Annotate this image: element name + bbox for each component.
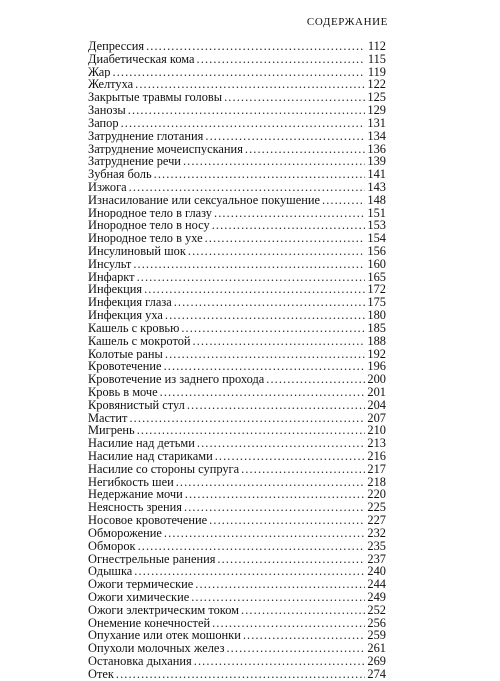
toc-entry-title: Неясность зрения — [88, 501, 182, 515]
toc-entry-page-number: 153 — [367, 219, 386, 233]
toc-entry-page-number: 172 — [367, 283, 386, 297]
toc-entry-title: Отек — [88, 667, 114, 681]
toc-entry-title: Инсулиновый шок — [88, 245, 186, 258]
toc-entry-page-number: 200 — [367, 373, 386, 386]
toc-entry — [88, 283, 386, 296]
toc-entry — [88, 207, 386, 220]
toc-dot-leader — [164, 360, 365, 373]
toc-entry-page-number: 261 — [367, 642, 386, 655]
toc-entry-page-number: 188 — [367, 334, 386, 348]
toc-entry-page-number: 256 — [367, 616, 386, 630]
toc-entry — [88, 143, 386, 156]
toc-dot-leader — [135, 78, 365, 91]
toc-entry — [88, 655, 386, 668]
toc-entry — [88, 245, 386, 258]
toc-dot-leader — [121, 117, 365, 130]
toc-dot-leader — [215, 450, 365, 463]
toc-entry-title: Насилие над детьми — [88, 437, 195, 450]
toc-entry-title: Диабетическая кома — [88, 52, 195, 66]
toc-entry-title: Инородное тело в носу — [88, 219, 210, 233]
toc-entry — [88, 463, 386, 476]
toc-dot-leader — [138, 540, 365, 553]
toc-entry — [88, 412, 386, 425]
toc-entry-page-number: 154 — [367, 232, 386, 245]
toc-entry-title: Инфекция уха — [88, 309, 163, 322]
toc-entry — [88, 194, 386, 207]
toc-dot-leader — [197, 53, 365, 66]
toc-entry-title: Носовое кровотечение — [88, 514, 208, 527]
toc-dot-leader — [144, 283, 365, 296]
toc-dot-leader — [160, 386, 365, 399]
toc-dot-leader — [134, 565, 365, 578]
toc-entry-page-number: 240 — [367, 565, 386, 579]
toc-entry-title: Онемение конечностей — [88, 616, 211, 630]
toc-entry — [88, 348, 386, 361]
toc-dot-leader — [212, 617, 365, 630]
toc-entry-page-number: 148 — [367, 193, 386, 207]
toc-entry — [88, 591, 386, 604]
toc-entry-page-number: 244 — [367, 578, 386, 591]
toc-entry — [88, 553, 386, 566]
toc-dot-leader — [245, 143, 365, 156]
toc-entry-page-number: 207 — [367, 411, 386, 425]
toc-entry-page-number: 160 — [367, 257, 386, 271]
toc-entry-page-number: 115 — [367, 52, 386, 66]
toc-entry-page-number: 218 — [367, 475, 386, 489]
toc-entry — [88, 617, 386, 630]
toc-entry-page-number: 217 — [367, 462, 386, 476]
toc-entry — [88, 424, 386, 437]
toc-dot-leader — [191, 591, 365, 604]
toc-entry-title: Кровь в моче — [88, 385, 158, 399]
toc-entry-page-number: 204 — [367, 398, 386, 412]
toc-entry-page-number: 220 — [367, 488, 386, 502]
toc-dot-leader — [164, 527, 365, 540]
toc-dot-leader — [194, 655, 365, 668]
toc-entry-title: Недержание мочи — [88, 488, 183, 502]
toc-entry-title: Депрессия — [88, 40, 145, 53]
toc-dot-leader — [165, 309, 365, 322]
toc-entry-title: Остановка дыхания — [88, 655, 192, 668]
toc-entry — [88, 271, 386, 284]
toc-entry — [88, 488, 386, 501]
toc-entry-title: Кровянистый стул — [88, 398, 185, 412]
toc-entry-page-number: 136 — [367, 142, 386, 156]
toc-entry — [88, 629, 386, 642]
toc-entry-page-number: 139 — [367, 155, 386, 169]
toc-entry-page-number: 131 — [367, 116, 386, 130]
toc-entry — [88, 578, 386, 591]
toc-dot-leader — [116, 668, 365, 681]
toc-dot-leader — [187, 399, 365, 412]
toc-entry-title: Мастит — [88, 411, 128, 425]
toc-entry-title: Обморожение — [88, 526, 162, 540]
toc-entry-title: Инсульт — [88, 257, 132, 271]
toc-entry-title: Запор — [88, 116, 119, 130]
toc-entry-page-number: 259 — [367, 629, 386, 643]
toc-entry — [88, 66, 386, 79]
toc-entry-title: Колотые раны — [88, 347, 163, 361]
toc-dot-leader — [195, 578, 365, 591]
toc-dot-leader — [241, 463, 365, 476]
toc-entry-title: Насилие со стороны супруга — [88, 462, 240, 476]
toc-dot-leader — [165, 348, 365, 361]
toc-entry-page-number: 180 — [367, 309, 386, 322]
toc-dot-leader — [185, 488, 365, 501]
toc-dot-leader — [181, 322, 365, 335]
toc-entry — [88, 450, 386, 463]
toc-entry-title: Ожоги электрическим током — [88, 603, 239, 617]
toc-entry-title: Ожоги химические — [88, 590, 190, 604]
toc-entry-page-number: 125 — [367, 91, 386, 105]
toc-entry — [88, 53, 386, 66]
toc-dot-leader — [209, 514, 365, 527]
toc-entry-page-number: 156 — [367, 245, 386, 258]
toc-entry — [88, 117, 386, 130]
toc-entry — [88, 130, 386, 143]
toc-entry-page-number: 112 — [367, 40, 386, 53]
toc-entry-page-number: 225 — [367, 501, 386, 515]
toc-entry-title: Затруднение мочеиспускания — [88, 142, 243, 156]
toc-entry — [88, 514, 386, 527]
toc-dot-leader — [205, 130, 365, 143]
toc-dot-leader — [174, 296, 365, 309]
toc-entry — [88, 322, 386, 335]
toc-entry-title: Ожоги термические — [88, 578, 194, 591]
toc-entry-title: Кашель с мокротой — [88, 334, 191, 348]
toc-dot-leader — [129, 412, 365, 425]
toc-entry-page-number: 216 — [367, 450, 386, 463]
toc-entry-title: Затруднение глотания — [88, 129, 204, 143]
toc-entry-title: Занозы — [88, 104, 126, 117]
toc-entry-title: Изнасилование или сексуальное покушение — [88, 193, 320, 207]
toc-dot-leader — [154, 168, 365, 181]
toc-dot-leader — [184, 501, 365, 514]
toc-dot-leader — [266, 373, 365, 386]
toc-entry-title: Инфекция глаза — [88, 296, 172, 310]
toc-entry-title: Опухоли молочных желез — [88, 642, 225, 655]
toc-entry — [88, 309, 386, 322]
toc-dot-leader — [146, 40, 365, 53]
toc-dot-leader — [241, 604, 365, 617]
toc-entry — [88, 168, 386, 181]
toc-entry-title: Желтуха — [88, 78, 134, 92]
toc-dot-leader — [224, 91, 365, 104]
toc-entry-page-number: 185 — [367, 321, 386, 335]
toc-entry — [88, 78, 386, 91]
toc-entry-page-number: 232 — [367, 526, 386, 540]
toc-entry-page-number: 237 — [367, 552, 386, 566]
toc-entry — [88, 437, 386, 450]
toc-entry — [88, 527, 386, 540]
toc-entry-title: Закрытые травмы головы — [88, 91, 223, 105]
toc-entry-title: Одышка — [88, 565, 133, 579]
toc-entry-page-number: 129 — [367, 104, 386, 117]
toc-dot-leader — [129, 181, 365, 194]
toc-entry-page-number: 122 — [367, 78, 386, 92]
toc-entry-page-number: 141 — [367, 168, 386, 181]
toc-entry — [88, 373, 386, 386]
toc-entry-title: Кровотечение из заднего прохода — [88, 373, 265, 386]
toc-entry-title: Кровотечение — [88, 360, 162, 374]
toc-entry — [88, 181, 386, 194]
toc-dot-leader — [205, 232, 365, 245]
toc-entry — [88, 501, 386, 514]
toc-entry — [88, 386, 386, 399]
toc-entry — [88, 668, 386, 681]
toc-entry-title: Инфекция — [88, 283, 143, 297]
toc-dot-leader — [322, 194, 365, 207]
toc-entry-page-number: 134 — [367, 129, 386, 143]
toc-entry-page-number: 165 — [367, 270, 386, 284]
toc-entry — [88, 40, 386, 53]
toc-dot-leader — [113, 66, 366, 79]
toc-entry-title: Огнестрельные ранения — [88, 552, 216, 566]
running-head: СОДЕРЖАНИЕ — [306, 16, 388, 28]
toc-dot-leader — [128, 104, 365, 117]
toc-dot-leader — [226, 642, 365, 655]
toc-entry-page-number: 252 — [367, 603, 386, 617]
toc-entry — [88, 476, 386, 489]
toc-entry — [88, 399, 386, 412]
toc-dot-leader — [217, 553, 365, 566]
toc-entry-page-number: 227 — [367, 514, 386, 527]
toc-dot-leader — [133, 258, 365, 271]
toc-entry-page-number: 175 — [367, 296, 386, 310]
toc-entry-title: Мигрень — [88, 424, 135, 438]
toc-entry-title: Изжога — [88, 180, 127, 194]
toc-entry — [88, 155, 386, 168]
toc-entry-page-number: 213 — [367, 437, 386, 450]
toc-entry-title: Затруднение речи — [88, 155, 181, 169]
toc-dot-leader — [243, 629, 365, 642]
toc-entry — [88, 335, 386, 348]
toc-entry-title: Негибкость шеи — [88, 475, 174, 489]
toc-entry-title: Инородное тело в глазу — [88, 206, 212, 220]
toc-entry-page-number: 210 — [367, 424, 386, 438]
toc-entry-page-number: 235 — [367, 539, 386, 553]
toc-entry — [88, 540, 386, 553]
toc-entry — [88, 91, 386, 104]
toc-entry-page-number: 274 — [367, 667, 386, 681]
toc-dot-leader — [137, 424, 365, 437]
toc-entry-title: Жар — [88, 65, 111, 79]
toc-entry — [88, 360, 386, 373]
toc-entry-page-number: 192 — [367, 347, 386, 361]
toc-dot-leader — [137, 271, 365, 284]
toc-entry — [88, 604, 386, 617]
toc-entry-title: Опухание или отек мошонки — [88, 629, 241, 643]
toc-entry-page-number: 249 — [367, 590, 386, 604]
toc-entry-title: Обморок — [88, 539, 136, 553]
toc-entry — [88, 642, 386, 655]
toc-dot-leader — [214, 207, 365, 220]
toc-entry — [88, 104, 386, 117]
toc-dot-leader — [212, 219, 365, 232]
toc-dot-leader — [197, 437, 365, 450]
toc-entry-title: Инородное тело в ухе — [88, 232, 203, 245]
toc-entry-page-number: 143 — [367, 180, 386, 194]
toc-entry — [88, 258, 386, 271]
toc-entry-title: Инфаркт — [88, 270, 135, 284]
toc-entry — [88, 219, 386, 232]
toc-dot-leader — [193, 335, 365, 348]
toc-entry — [88, 565, 386, 578]
toc-entry-page-number: 151 — [367, 206, 386, 220]
toc-entry-title: Насилие над стариками — [88, 450, 213, 463]
toc-dot-leader — [188, 245, 365, 258]
toc-entry-page-number: 119 — [367, 65, 386, 79]
toc-entry-title: Зубная боль — [88, 168, 152, 181]
toc-dot-leader — [183, 155, 365, 168]
toc-entry-page-number: 269 — [367, 655, 386, 668]
toc-entry — [88, 296, 386, 309]
toc-entry — [88, 232, 386, 245]
toc-entry-page-number: 201 — [367, 385, 386, 399]
table-of-contents — [88, 40, 386, 681]
toc-entry-title: Кашель с кровью — [88, 321, 180, 335]
toc-dot-leader — [176, 476, 365, 489]
toc-entry-page-number: 196 — [367, 360, 386, 374]
